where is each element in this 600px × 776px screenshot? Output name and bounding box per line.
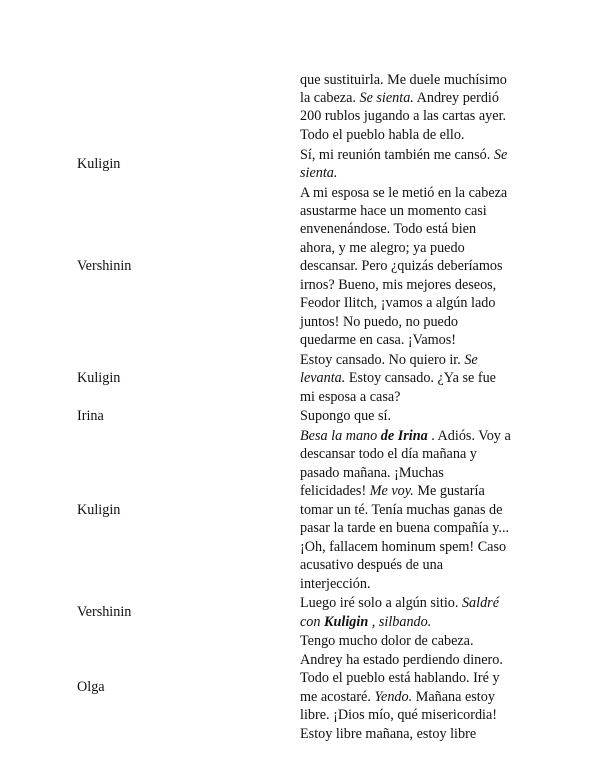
speech-text: pasar la tarde en buena compañía y... bbox=[300, 520, 510, 537]
speech-line bbox=[300, 388, 530, 406]
speech-text: felicidades! bbox=[300, 483, 370, 500]
speech-line bbox=[300, 482, 530, 500]
speech-text: tomar un té. Tenía muchas ganas de bbox=[300, 501, 503, 518]
speech-text: la cabeza. bbox=[300, 89, 360, 106]
dialogue-row bbox=[0, 427, 600, 593]
stage-direction: Se sienta. bbox=[359, 89, 414, 106]
speech-line bbox=[300, 501, 530, 519]
speech-text: 200 rublos jugando a las cartas ayer. bbox=[300, 108, 507, 125]
speech-line bbox=[300, 276, 530, 294]
speech-line bbox=[300, 594, 530, 612]
dialogue-row bbox=[0, 71, 600, 145]
speech-text: . Adiós. Voy a bbox=[427, 428, 511, 444]
speaker-name: Olga bbox=[77, 679, 105, 696]
speech-text: Supongo que sí. bbox=[300, 408, 392, 425]
speech-line bbox=[300, 464, 530, 482]
speech-line bbox=[300, 706, 530, 724]
stage-direction: Me voy. bbox=[369, 483, 414, 500]
stage-direction: Se bbox=[464, 351, 478, 368]
dialogue-row bbox=[0, 594, 600, 631]
speech-text: interjección. bbox=[300, 575, 371, 592]
speech-line bbox=[300, 369, 530, 387]
speech-text: acusativo después de una bbox=[300, 557, 444, 574]
speech-line bbox=[300, 669, 530, 687]
speech-line bbox=[300, 632, 530, 650]
speech-text: irnos? Bueno, mis mejores deseos, bbox=[300, 276, 497, 293]
speech-line bbox=[300, 202, 530, 220]
speech-line bbox=[300, 184, 530, 202]
speech-line bbox=[300, 725, 530, 743]
speech-text: A mi esposa se le metió en la cabeza bbox=[300, 184, 508, 201]
speech-text: Mañana estoy bbox=[412, 688, 495, 705]
speaker-name: Kuligin bbox=[77, 370, 121, 387]
speech-line bbox=[300, 613, 530, 631]
stage-direction: levanta. bbox=[300, 370, 346, 387]
stage-direction: con bbox=[300, 613, 325, 630]
speech-line bbox=[300, 146, 530, 164]
speaker-name: Vershinin bbox=[77, 604, 132, 621]
speaker-name: Kuligin bbox=[77, 501, 121, 518]
speaker-name: Vershinin bbox=[77, 258, 132, 275]
stage-direction: Besa la mano bbox=[300, 428, 381, 444]
speech-text: descansar. Pero ¿quizás deberíamos bbox=[300, 258, 503, 275]
speech-line bbox=[300, 294, 530, 312]
speech-text: que sustituirla. Me duele muchísimo bbox=[300, 71, 507, 88]
speech-line bbox=[300, 239, 530, 257]
speech-line bbox=[300, 427, 530, 445]
speech-text: Feodor Ilitch, ¡vamos a algún lado bbox=[300, 295, 496, 312]
speaker-name: Irina bbox=[77, 408, 104, 425]
speech-text: Estoy libre mañana, estoy libre bbox=[300, 725, 477, 742]
speech-line bbox=[300, 688, 530, 706]
speech-text: pasado mañana. ¡Muchas bbox=[300, 464, 444, 481]
speech-text: Estoy cansado. No quiero ir. bbox=[300, 351, 465, 368]
speech-text: envenenándose. Todo está bien bbox=[300, 221, 477, 238]
speech-text: libre. ¡Dios mío, qué misericordia! bbox=[300, 707, 497, 724]
stage-direction: Saldré bbox=[461, 595, 499, 612]
stage-direction: , silbando. bbox=[368, 613, 432, 630]
speech-line bbox=[300, 331, 530, 349]
speech-text: asustarme hace un momento casi bbox=[300, 202, 487, 219]
speech-line bbox=[300, 351, 530, 369]
speech-line bbox=[300, 257, 530, 275]
speech-line bbox=[300, 407, 530, 425]
speech-line bbox=[300, 556, 530, 574]
speech-line bbox=[300, 89, 530, 107]
speech-text: mi esposa a casa? bbox=[300, 388, 401, 405]
speech-line bbox=[300, 651, 530, 669]
speech-text: Me gustaría bbox=[413, 483, 485, 500]
speech-text: quedarme en casa. ¡Vamos! bbox=[300, 332, 456, 349]
speech-text: juntos! No puedo, no puedo bbox=[300, 313, 459, 330]
dialogue-row bbox=[0, 407, 600, 425]
speech-text: ahora, y me alegro; ya puedo bbox=[300, 239, 465, 256]
speech-text: Todo el pueblo habla de ello. bbox=[300, 126, 465, 143]
speech-text: Andrey ha estado perdiendo dinero. bbox=[300, 651, 503, 668]
speech-line bbox=[300, 575, 530, 593]
speech-text: me acostaré. bbox=[300, 688, 375, 705]
speech-text: Estoy cansado. ¿Ya se fue bbox=[345, 370, 496, 387]
speech-line bbox=[300, 313, 530, 331]
speech-line bbox=[300, 519, 530, 537]
dialogue-row bbox=[0, 184, 600, 350]
speaker-name: Kuligin bbox=[77, 155, 121, 172]
stage-direction: Se bbox=[493, 146, 508, 163]
stage-direction-name: Kuligin bbox=[324, 613, 369, 630]
speech-text: Luego iré solo a algún sitio. bbox=[300, 595, 462, 612]
speech-line bbox=[300, 164, 530, 182]
speech-text: Sí, mi reunión también me cansó. bbox=[300, 146, 494, 163]
speech-line bbox=[300, 107, 530, 125]
stage-direction: Yendo. bbox=[374, 688, 413, 705]
speech-text: Tengo mucho dolor de cabeza. bbox=[300, 633, 474, 650]
dialogue-row bbox=[0, 146, 600, 183]
speech-text: Andrey perdió bbox=[413, 89, 499, 106]
speech-text: Todo el pueblo está hablando. Iré y bbox=[300, 670, 500, 687]
dialogue-row bbox=[0, 632, 600, 743]
speech-line bbox=[300, 126, 530, 144]
speech-line bbox=[300, 445, 530, 463]
speech-text: ¡Oh, fallacem hominum spem! Caso bbox=[300, 538, 507, 555]
speech-text: descansar todo el día mañana y bbox=[300, 446, 477, 463]
stage-direction: sienta. bbox=[300, 164, 338, 181]
speech-line bbox=[300, 71, 530, 89]
speech-line bbox=[300, 538, 530, 556]
dialogue-row bbox=[0, 351, 600, 406]
speech-line bbox=[300, 220, 530, 238]
stage-direction-name: de Irina bbox=[380, 428, 428, 444]
